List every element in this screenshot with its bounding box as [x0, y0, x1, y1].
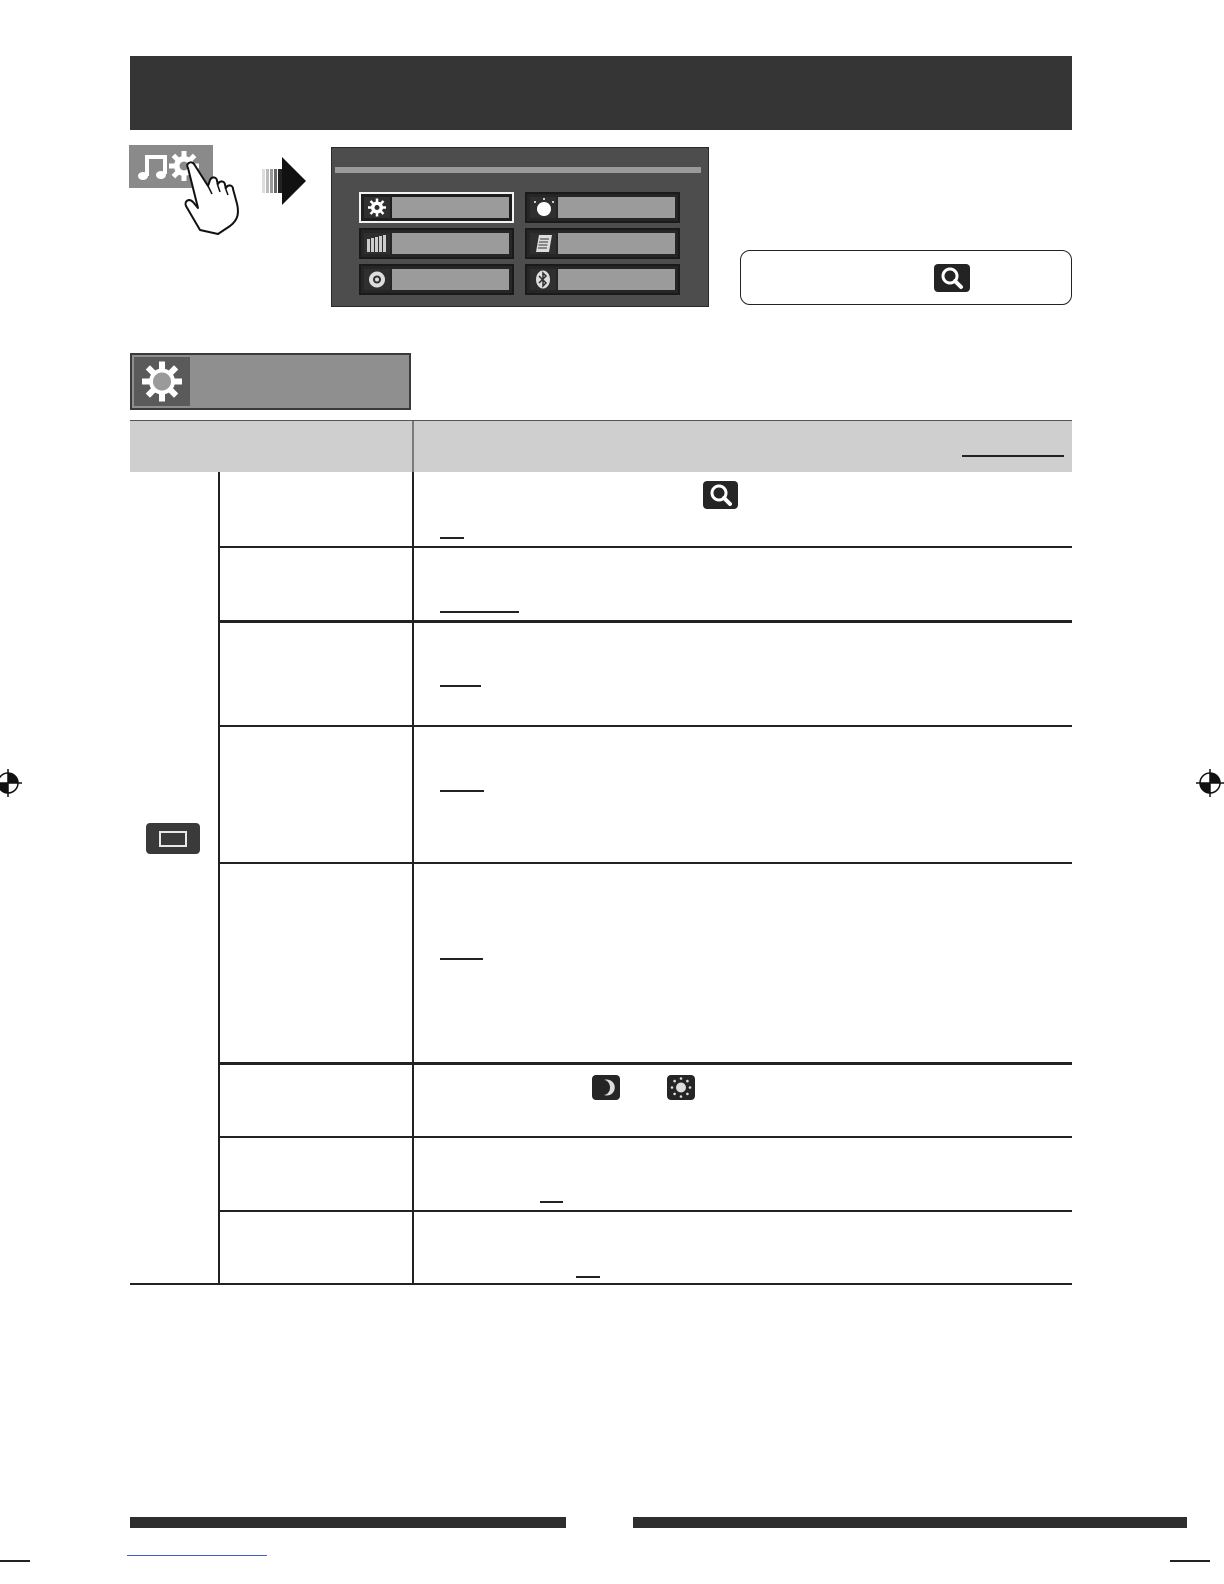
footer-bar-left: [130, 1517, 566, 1528]
menu-setup-label: [392, 197, 509, 218]
menu-source-button[interactable]: [359, 228, 514, 259]
default-underline: [440, 790, 484, 792]
table-row-divider: [218, 620, 1072, 623]
reference-box: [740, 250, 1072, 305]
default-underline: [440, 611, 519, 613]
menu-disc-button[interactable]: [359, 264, 514, 295]
disc-icon: [364, 269, 390, 290]
footer-link-underline: [127, 1555, 267, 1556]
crop-mark: [1170, 1560, 1210, 1562]
table-row-divider: [218, 1062, 1072, 1065]
magnifier-icon: [703, 481, 738, 509]
magnifier-icon: [934, 264, 970, 292]
table-divider-item: [412, 472, 414, 1284]
default-underline: [540, 1201, 563, 1203]
menu-display-button[interactable]: [525, 228, 680, 259]
default-underline: [440, 958, 483, 960]
knob-icon: [530, 197, 556, 218]
menu-bluetooth-label: [558, 269, 675, 290]
table-header: [130, 420, 1072, 472]
menu-disc-label: [392, 269, 509, 290]
registration-mark-icon: [0, 769, 22, 797]
header-bar: [130, 56, 1072, 130]
screen-title-bar: [335, 167, 701, 173]
menu-audio-label: [558, 197, 675, 218]
table-row-divider: [218, 862, 1072, 864]
menu-screen: [331, 147, 709, 307]
menu-bluetooth-button[interactable]: [525, 264, 680, 295]
menu-source-label: [392, 233, 509, 254]
gear-icon: [134, 357, 190, 406]
default-underline: [576, 1276, 600, 1278]
section-header-setup: [130, 353, 411, 410]
table-row-divider: [218, 725, 1072, 727]
menu-audio-button[interactable]: [525, 192, 680, 223]
arrow-right-icon: [262, 155, 306, 207]
crop-mark: [0, 1560, 30, 1562]
table-row-divider: [218, 1210, 1072, 1212]
table-row-divider: [218, 546, 1072, 548]
menu-setup-button[interactable]: [359, 192, 514, 223]
default-underline: [962, 455, 1064, 457]
menu-display-label: [558, 233, 675, 254]
hand-pointer-icon: [178, 158, 258, 236]
table-divider-category: [218, 472, 220, 1284]
table-header-divider: [412, 421, 414, 472]
document-icon: [530, 233, 556, 254]
sun-icon: [667, 1075, 695, 1100]
table-row-divider: [218, 1136, 1072, 1138]
registration-mark-icon: [1196, 769, 1224, 797]
default-underline: [440, 537, 464, 539]
footer-bar-right: [633, 1517, 1187, 1528]
table-bottom-border: [130, 1283, 1072, 1285]
gear-icon: [364, 197, 390, 218]
screen-key-icon: [146, 823, 200, 854]
moon-icon: [592, 1075, 620, 1100]
source-grid-icon: [364, 233, 390, 254]
default-underline: [440, 685, 481, 687]
bluetooth-icon: [530, 269, 556, 290]
